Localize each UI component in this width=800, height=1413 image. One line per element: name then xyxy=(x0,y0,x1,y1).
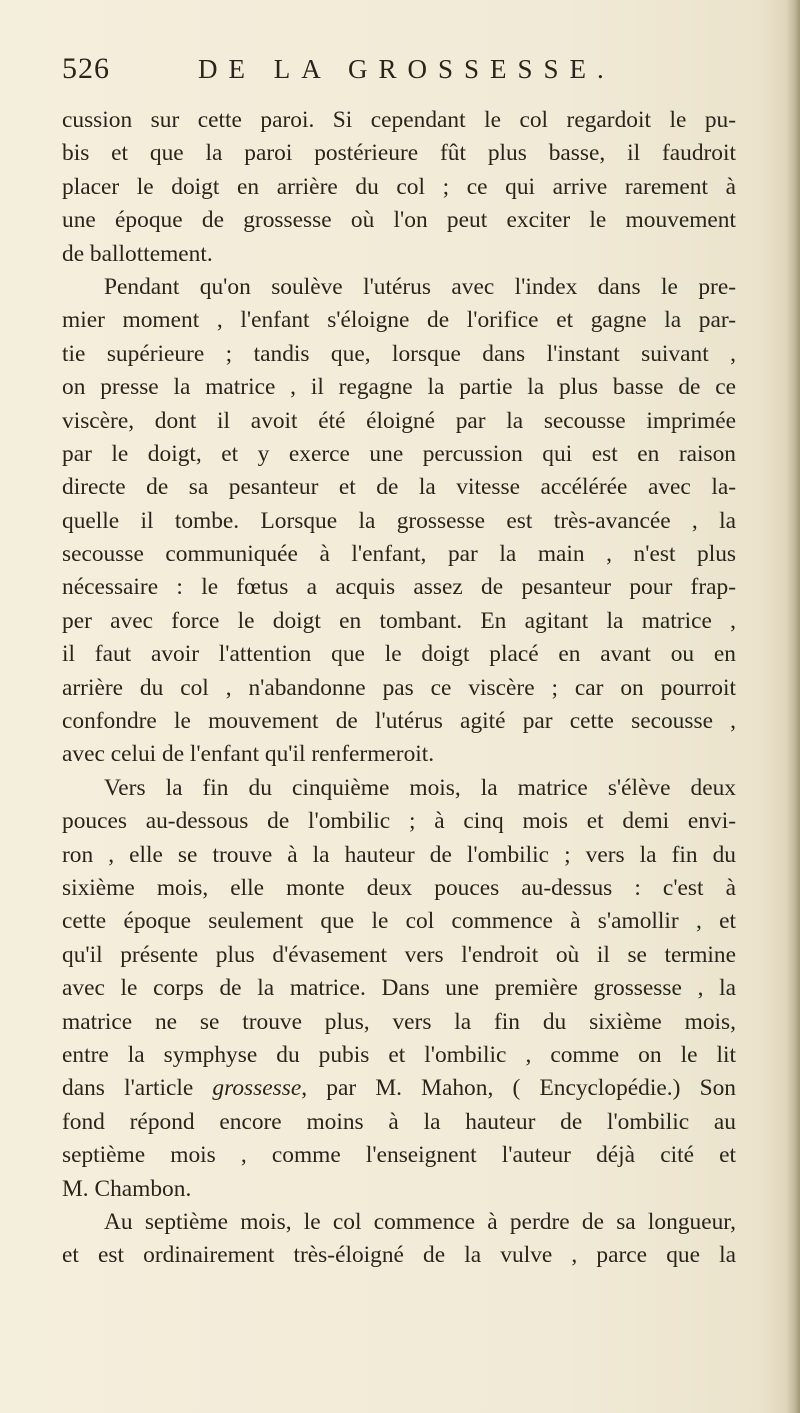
body-text xyxy=(62,104,736,1273)
text-line: entre la symphyse du pubis et l'ombilic , comme on le lit xyxy=(62,1041,736,1068)
text-line: sixième mois, elle monte deux pouces au-dessus : c'est à xyxy=(62,874,736,901)
text-line: secousse communiquée à l'enfant, par la main , n'est plus xyxy=(62,541,736,568)
text-line: nécessaire : le fœtus a acquis assez de pesanteur pour frap- xyxy=(62,574,736,601)
text-line: ron , elle se trouve à la hauteur de l'ombilic ; vers la fin du xyxy=(62,841,736,868)
text-line: avec le corps de la matrice. Dans une première grossesse , la xyxy=(62,975,736,1002)
text-line: septième mois , comme l'enseignent l'auteur déjà cité et xyxy=(62,1142,736,1169)
text-line: viscère, dont il avoit été éloigné par la secousse imprimée xyxy=(62,407,736,434)
running-title: DE LA GROSSESSE. xyxy=(198,54,615,84)
text-line: on presse la matrice , il regagne la partie la plus basse de ce xyxy=(62,374,736,401)
text-segment: , par M. Mahon, ( Encyclopédie.) Son xyxy=(301,1075,736,1102)
text-line: tie supérieure ; tandis que, lorsque dans l'instant suivant , xyxy=(62,340,736,367)
text-line: directe de sa pesanteur et de la vitesse accélérée avec la- xyxy=(62,474,736,501)
text-line-with-italic xyxy=(62,1072,736,1105)
text-line: une époque de grossesse où l'on peut exciter le mouvement xyxy=(62,207,736,234)
text-segment: dans l'article xyxy=(62,1075,213,1102)
text-line: placer le doigt en arrière du col ; ce qui arrive rarement à xyxy=(62,173,736,200)
page-edge-shadow xyxy=(786,0,800,1413)
text-line: M. Chambon. xyxy=(62,1175,192,1202)
paragraph-first-line: Vers la fin du cinquième mois, la matrice s'élève deux xyxy=(104,774,736,801)
text-line: cette époque seulement que le col commence à s'amollir , et xyxy=(62,908,736,935)
text-line: qu'il présente plus d'évasement vers l'endroit où il se termine xyxy=(62,941,736,968)
paragraph-first-line: Pendant qu'on soulève l'utérus avec l'index dans le pre- xyxy=(104,273,736,300)
text-line: fond répond encore moins à la hauteur de l'ombilic au xyxy=(62,1108,736,1135)
paragraph-first-line: Au septième mois, le col commence à perdre de sa longueur, xyxy=(104,1208,736,1235)
text-line: per avec force le doigt en tombant. En agitant la matrice , xyxy=(62,607,736,634)
text-line: bis et que la paroi postérieure fût plus basse, il faudroit xyxy=(62,140,736,167)
page-header xyxy=(62,52,742,92)
italic-article-title: grossesse xyxy=(212,1075,302,1102)
text-line: cussion sur cette paroi. Si cependant le col regardoit le pu- xyxy=(62,107,736,133)
page-number: 526 xyxy=(62,52,110,85)
text-line: et est ordinairement très-éloigné de la vulve , parce que la xyxy=(62,1242,736,1269)
text-line: par le doigt, et y exerce une percussion qui est en raison xyxy=(62,440,736,467)
text-line: quelle il tombe. Lorsque la grossesse est très-avancée , la xyxy=(62,507,736,534)
text-line: confondre le mouvement de l'utérus agité par cette secousse , xyxy=(62,708,736,735)
text-line: il faut avoir l'attention que le doigt placé en avant ou en xyxy=(62,641,736,668)
text-line: de ballottement. xyxy=(62,240,213,267)
text-line: mier moment , l'enfant s'éloigne de l'orifice et gagne la par- xyxy=(62,307,736,334)
text-line: arrière du col , n'abandonne pas ce viscère ; car on pourroit xyxy=(62,674,736,701)
text-line: avec celui de l'enfant qu'il renfermeroit. xyxy=(62,741,435,768)
text-line: matrice ne se trouve plus, vers la fin du sixième mois, xyxy=(62,1008,736,1035)
text-line: pouces au-dessous de l'ombilic ; à cinq mois et demi envi- xyxy=(62,808,736,835)
